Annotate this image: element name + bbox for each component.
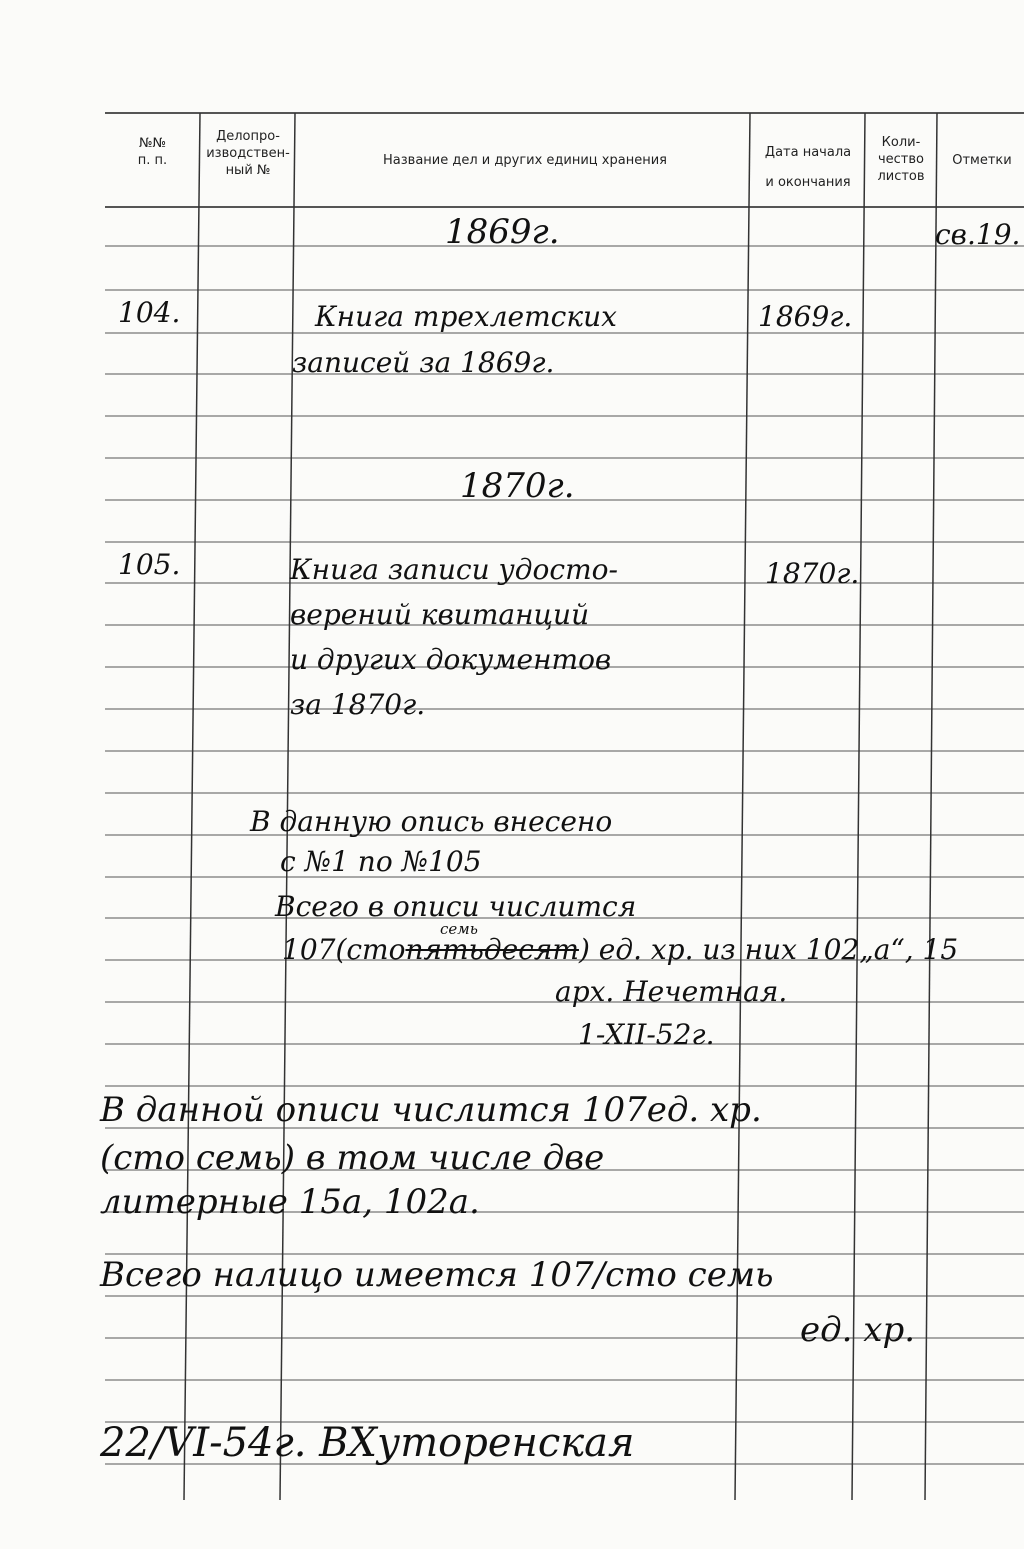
year-heading-1869: 1869г. [445,212,560,252]
closing-line2: с №1 по №105 [280,845,482,878]
entry-104-date: 1869г. [758,300,853,333]
closing-date: 1-XII-52г. [578,1018,715,1051]
entry-105-title-line4: за 1870г. [290,688,426,721]
closing-line1: В данную опись внесено [250,805,613,838]
final-line2: (сто семь) в том числе две [100,1138,605,1178]
entry-105-date: 1870г. [765,557,860,590]
closing-line3: Всего в описи числится [275,890,637,923]
final-line4: Всего налицо имеется 107/сто семь [100,1255,774,1295]
closing-line4: 107(стопятьдесят) ед. хр. из них 102„а“, 15 [282,933,959,966]
entry-104-title-line1: Книга трехлетских [315,300,617,333]
header-col-notes: Отметки [952,153,1012,168]
header-col-title: Название дел и других единиц хранения [383,153,667,168]
final-line1: В данной описи числится 107ед. хр. [100,1090,762,1130]
closing-correction: семь [440,920,478,938]
entry-105-title-line1: Книга записи удосто- [290,553,618,586]
note-bundle: св.19. [935,218,1021,251]
closing-line5: арх. Нечетная. [555,975,788,1008]
header-col-number: №№ п. п. [137,136,168,168]
header-col-office-number: Делопро- изводствен- ный № [206,129,290,178]
signature-date: 22/VI-54г. ВХуторенская [100,1420,635,1466]
entry-104-title-line2: записей за 1869г. [292,346,555,379]
entry-104-number: 104. [118,296,181,329]
entry-105-number: 105. [118,548,181,581]
year-heading-1870: 1870г. [460,466,575,506]
final-line3: литерные 15а, 102а. [100,1182,480,1222]
final-line5: ед. хр. [800,1310,916,1350]
entry-105-title-line2: верений квитанций [290,598,590,631]
header-col-sheet-count: Коли- чество листов [877,135,925,184]
header-col-dates: Дата начала и окончания [764,145,852,190]
entry-105-title-line3: и других документов [290,643,612,676]
